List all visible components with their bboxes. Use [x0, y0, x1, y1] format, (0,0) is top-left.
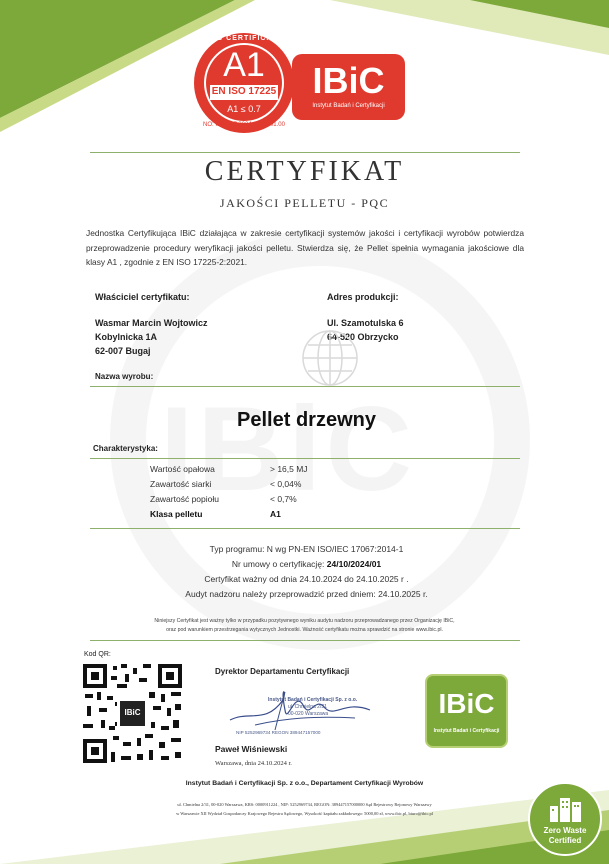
owner-name: Wasmar Marcin Wojtowicz	[95, 318, 208, 328]
char-value: > 16,5 MJ	[270, 464, 308, 474]
footer-line-2: w Warszawie XII Wydział Gospodarczy Krajowego Rejestru Sądowego, Wysokość kapitału zakładowego: 5000,00 zł, www.ibic.pl, biuro@ibic.pl	[176, 811, 433, 816]
seal-ratio: A1 ≤ 0.7	[227, 104, 261, 114]
globe-icon	[300, 328, 360, 388]
char-value: < 0,04%	[270, 479, 302, 489]
stamp-line-1: Instytut Badań i Certyfikacji Sp. z o.o.	[268, 697, 358, 703]
char-name: Zawartość popiołu	[150, 494, 219, 504]
char-value: < 0,7%	[270, 494, 297, 504]
logo-subtitle: Instytut Badań i Certyfikacji	[312, 103, 385, 109]
buildings-icon	[548, 792, 584, 822]
divider-top	[90, 152, 520, 153]
seal-number: NO: IBIC-CP.2024.10.24.01.00	[203, 122, 285, 128]
green-logo-brand: IBiC	[438, 688, 495, 719]
seal-standard: EN ISO 17225	[211, 86, 277, 97]
qr-label: Kod QR:	[84, 651, 111, 658]
footer-line-1: ul. Chmielna 2/31, 00-020 Warszawa, KRS: 0000911224 , NIP: 5252969734, REGON: 389447157000000 Sąd Rejestrowy Rejonowy Warszawy	[177, 802, 432, 807]
divider-bottom	[90, 640, 520, 641]
char-name: Zawartość siarki	[150, 479, 212, 489]
divider-characteristics	[90, 458, 520, 459]
director-name: Paweł Wiśniewski	[215, 744, 288, 754]
seal-top-text: PQC CERTIFICATE	[205, 35, 283, 42]
contract-label: Nr umowy o certyfikację:	[231, 559, 325, 569]
char-name: Klasa pelletu	[150, 509, 203, 519]
note-line-1: Niniejszy Certyfikat jest ważny tylko w przypadku pozytywnego wyniku audytu nadzoru przeprowadzanego przez Organizację IBiC,	[154, 618, 455, 624]
intro-text: Jednostka Certyfikująca IBiC działająca w zakresie certyfikacji systemów jakości i certyfikacji wyrobów potwierdza przeprowadzenie procedury weryfikacji jakości pelletu. Stwierdza się, że Pellet spełnia wymagania jakościowe dla klasy A1 , zgodnie z EN ISO 17225-2:2021.	[86, 228, 524, 267]
seal-grade: A1	[223, 46, 265, 84]
program-type: Typ programu: N wg PN-EN ISO/IEC 17067:2014-1	[209, 544, 404, 554]
certificate-title: CERTYFIKAT	[204, 156, 405, 187]
badge-line-1: Zero Waste	[543, 826, 587, 835]
owner-city: 62-007 Bugaj	[95, 346, 151, 356]
validity: Certyfikat ważny od dnia 24.10.2024 do 24.10.2025 r .	[204, 574, 409, 584]
qr-center-logo: IBiC	[124, 708, 141, 717]
divider-product	[90, 386, 520, 387]
production-city: 64-520 Obrzycko	[327, 332, 399, 342]
footer-company: Instytut Badań i Certyfikacji Sp. z o.o., Departament Certyfikacji Wyrobów	[185, 780, 424, 787]
director-title: Dyrektor Departamentu Certyfikacji	[215, 667, 350, 676]
ibic-logo-green	[425, 674, 508, 748]
owner-label: Właściciel certyfikatu:	[95, 292, 190, 302]
product-name: Pellet drzewny	[237, 409, 376, 431]
char-value: A1	[270, 509, 281, 519]
logo-brand: IBiC	[312, 60, 385, 101]
contract-number: 24/10/2024/01	[326, 559, 382, 569]
product-label: Nazwa wyrobu:	[95, 372, 154, 381]
issue-date: Warszawa, dnia 24.10.2024 r.	[215, 760, 292, 767]
note-line-2: oraz pod warunkiem przestrzegania wytycznych Jednostki. Ważność certyfikatu można sprawdzić na stronie www.ibic.pl.	[166, 627, 443, 633]
stamp-line-4: NIP 5252969734 REGON 389447157000	[236, 730, 321, 735]
green-logo-subtitle: Instytut Badań i Certyfikacji	[433, 728, 500, 734]
production-street: Ul. Szamotulska 6	[327, 318, 404, 328]
contract-line	[0, 559, 609, 569]
owner-street: Kobylnicka 1A	[95, 332, 158, 342]
ibic-logo-top	[292, 54, 405, 120]
zero-waste-badge	[528, 782, 602, 856]
char-name: Wartość opałowa	[150, 464, 215, 474]
certificate-subtitle: JAKOŚCI PELLETU - PQC	[219, 196, 390, 210]
audit-date: Audyt nadzoru należy przeprowadzić przed dniem: 24.10.2025 r.	[185, 589, 428, 599]
stamp-line-3: 00-020 Warszawa	[288, 711, 329, 717]
divider-program	[90, 528, 520, 529]
badge-line-2: Certified	[548, 836, 582, 845]
signature	[225, 680, 375, 735]
stamp-line-2: ul. Chmielna 2/31	[288, 704, 327, 710]
production-label: Adres produkcji:	[327, 292, 399, 302]
characteristics-label: Charakterystyka:	[93, 444, 158, 453]
